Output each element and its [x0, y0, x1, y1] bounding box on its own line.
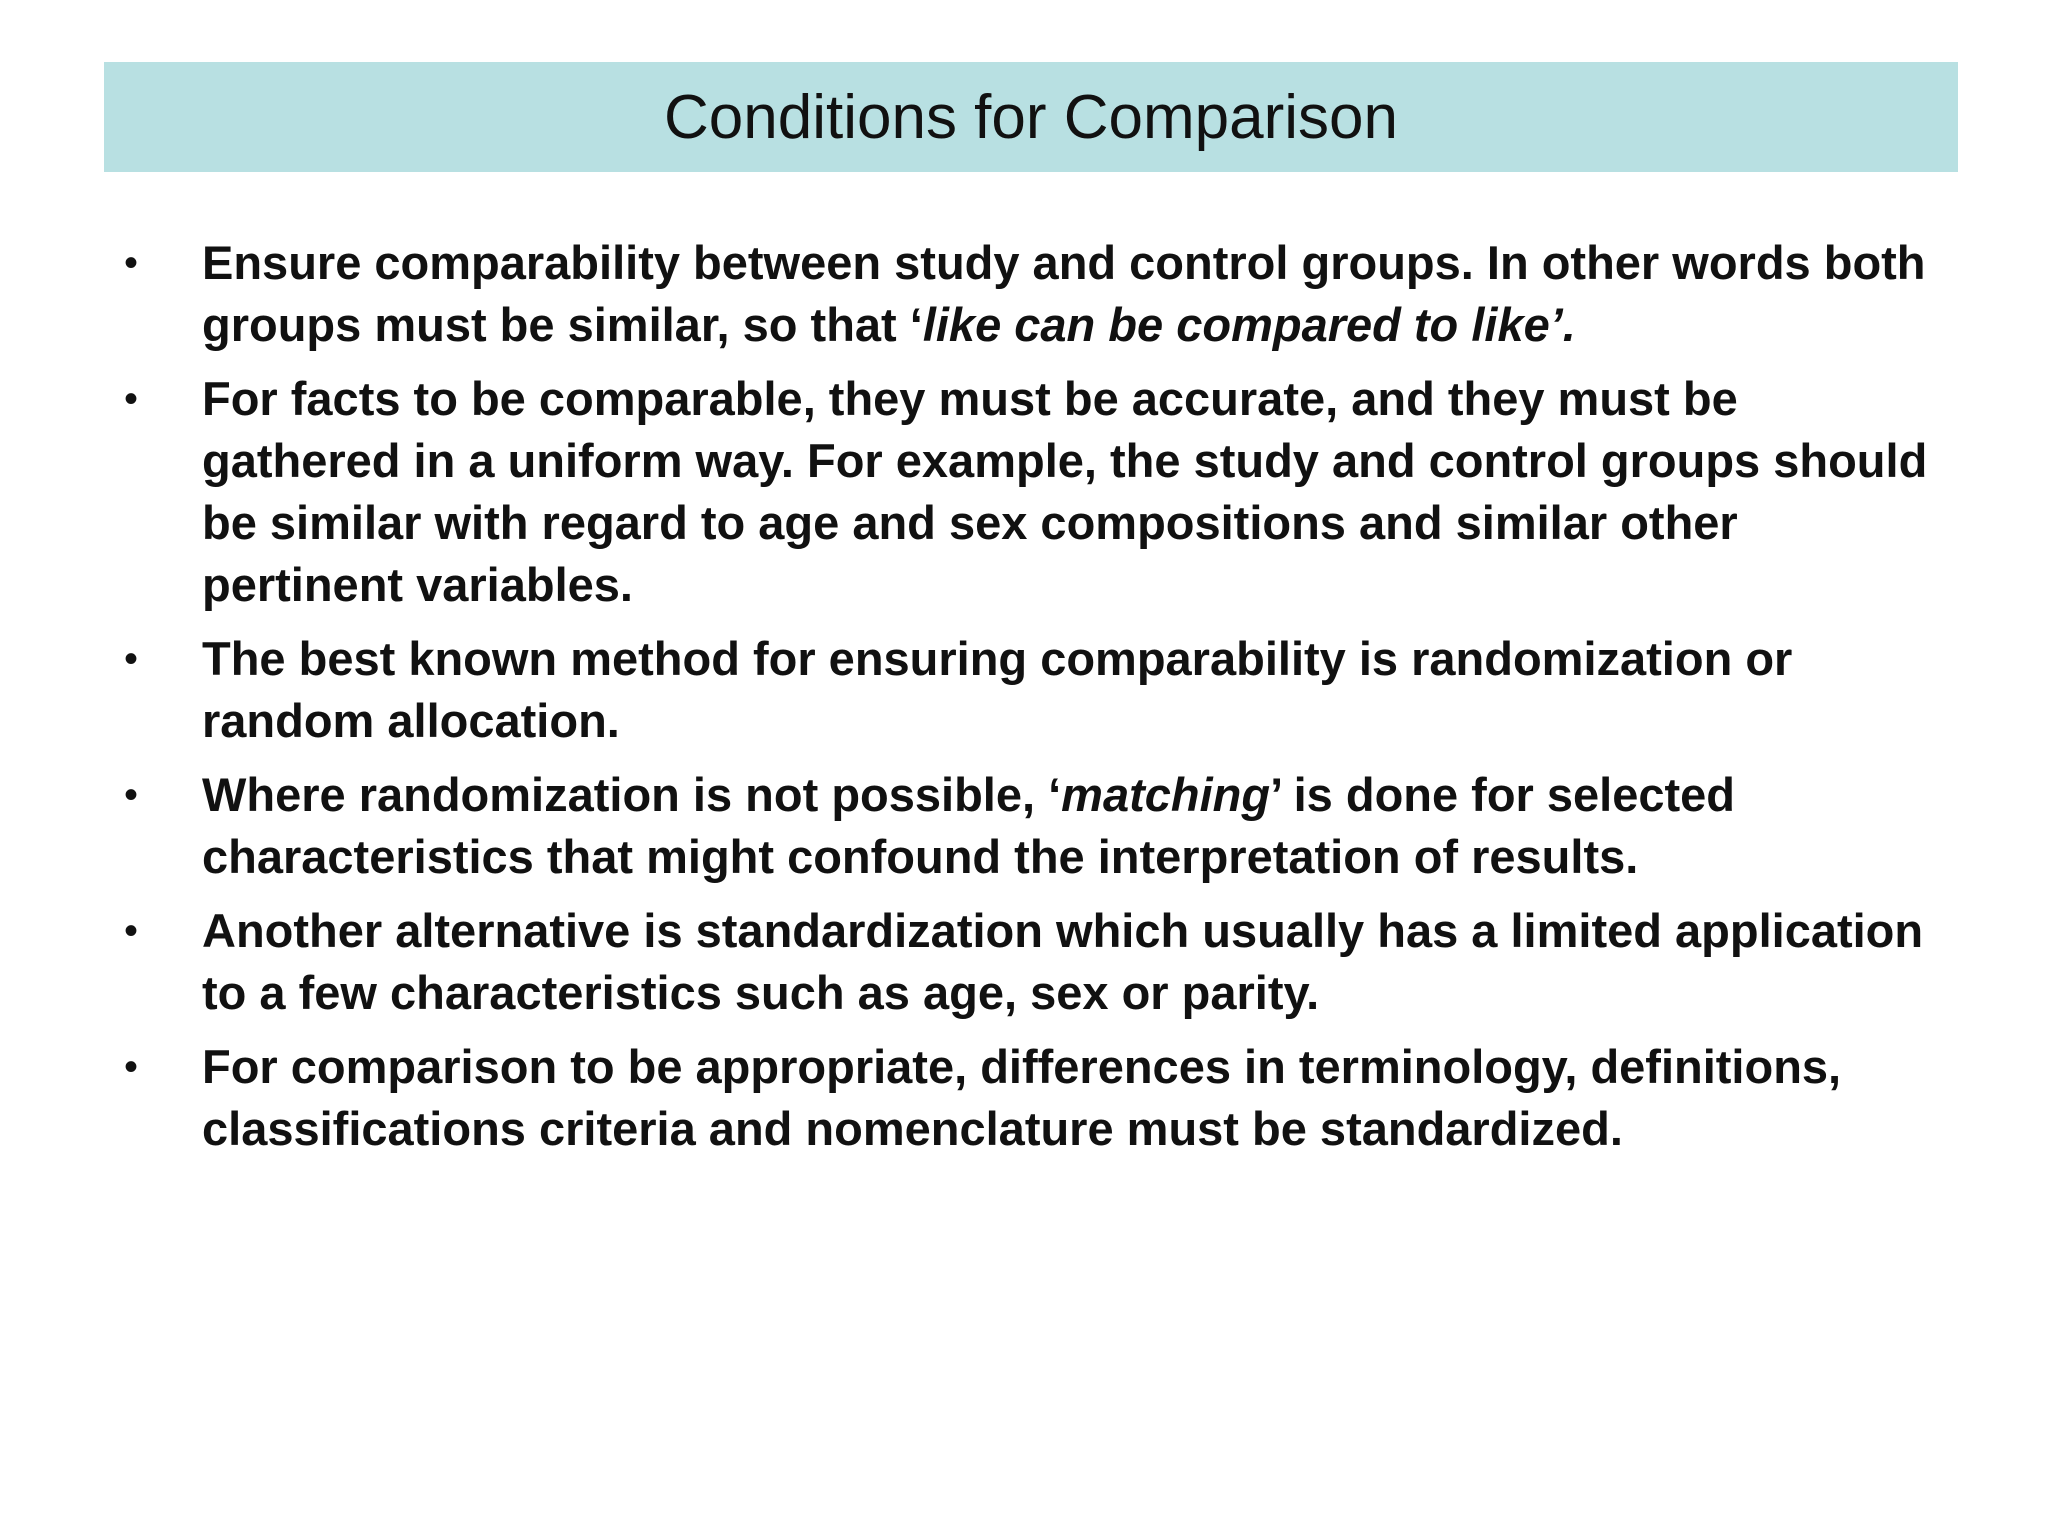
bullet-item [120, 232, 1940, 356]
title-bar [104, 62, 1958, 172]
bullet-text [202, 1040, 1841, 1155]
bullet-text [202, 236, 1926, 351]
bullet-text-italic: matching [1061, 768, 1271, 821]
bullet-dot-icon: • [124, 241, 139, 285]
bullet-text [202, 372, 1927, 611]
bullet-item [120, 764, 1940, 888]
bullet-text-part: For facts to be comparable, they must be accurate, and they must be gathered in a uniform way. For example, the study and control groups should be similar with regard to age and sex compositions and similar other pertinent variables. [202, 372, 1928, 611]
bullet-text [202, 768, 1735, 883]
bullet-dot-icon: • [124, 773, 139, 817]
bullet-text-part: The best known method for ensuring comparability is randomization or random allocation. [202, 632, 1793, 747]
bullet-dot-icon: • [124, 377, 139, 421]
bullet-list [120, 232, 1940, 1172]
bullet-text-italic: like can be compared to like’. [922, 298, 1576, 351]
bullet-text-part: Another alternative is standardization which usually has a limited application to a few characteristics such as age, sex or parity. [202, 904, 1924, 1019]
bullet-dot-icon: • [124, 1045, 139, 1089]
bullet-item [120, 1036, 1940, 1160]
bullet-text [202, 632, 1792, 747]
bullet-dot-icon: • [124, 637, 139, 681]
bullet-item [120, 900, 1940, 1024]
slide-title: Conditions for Comparison [663, 82, 1398, 152]
bullet-text-part: Where randomization is not possible, ‘ [202, 768, 1062, 821]
bullet-text-part: ’ is done for selected characteristics that might confound the interpretation of results. [202, 768, 1736, 883]
bullet-item [120, 628, 1940, 752]
bullet-dot-icon: • [124, 909, 139, 953]
bullet-item [120, 368, 1940, 616]
bullet-text [202, 904, 1923, 1019]
bullet-text-part: Ensure comparability between study and control groups. In other words both groups must be similar, so that ‘ [202, 236, 1926, 351]
bullet-text-part: For comparison to be appropriate, differences in terminology, definitions, classifications criteria and nomenclature must be standardized. [202, 1040, 1842, 1155]
